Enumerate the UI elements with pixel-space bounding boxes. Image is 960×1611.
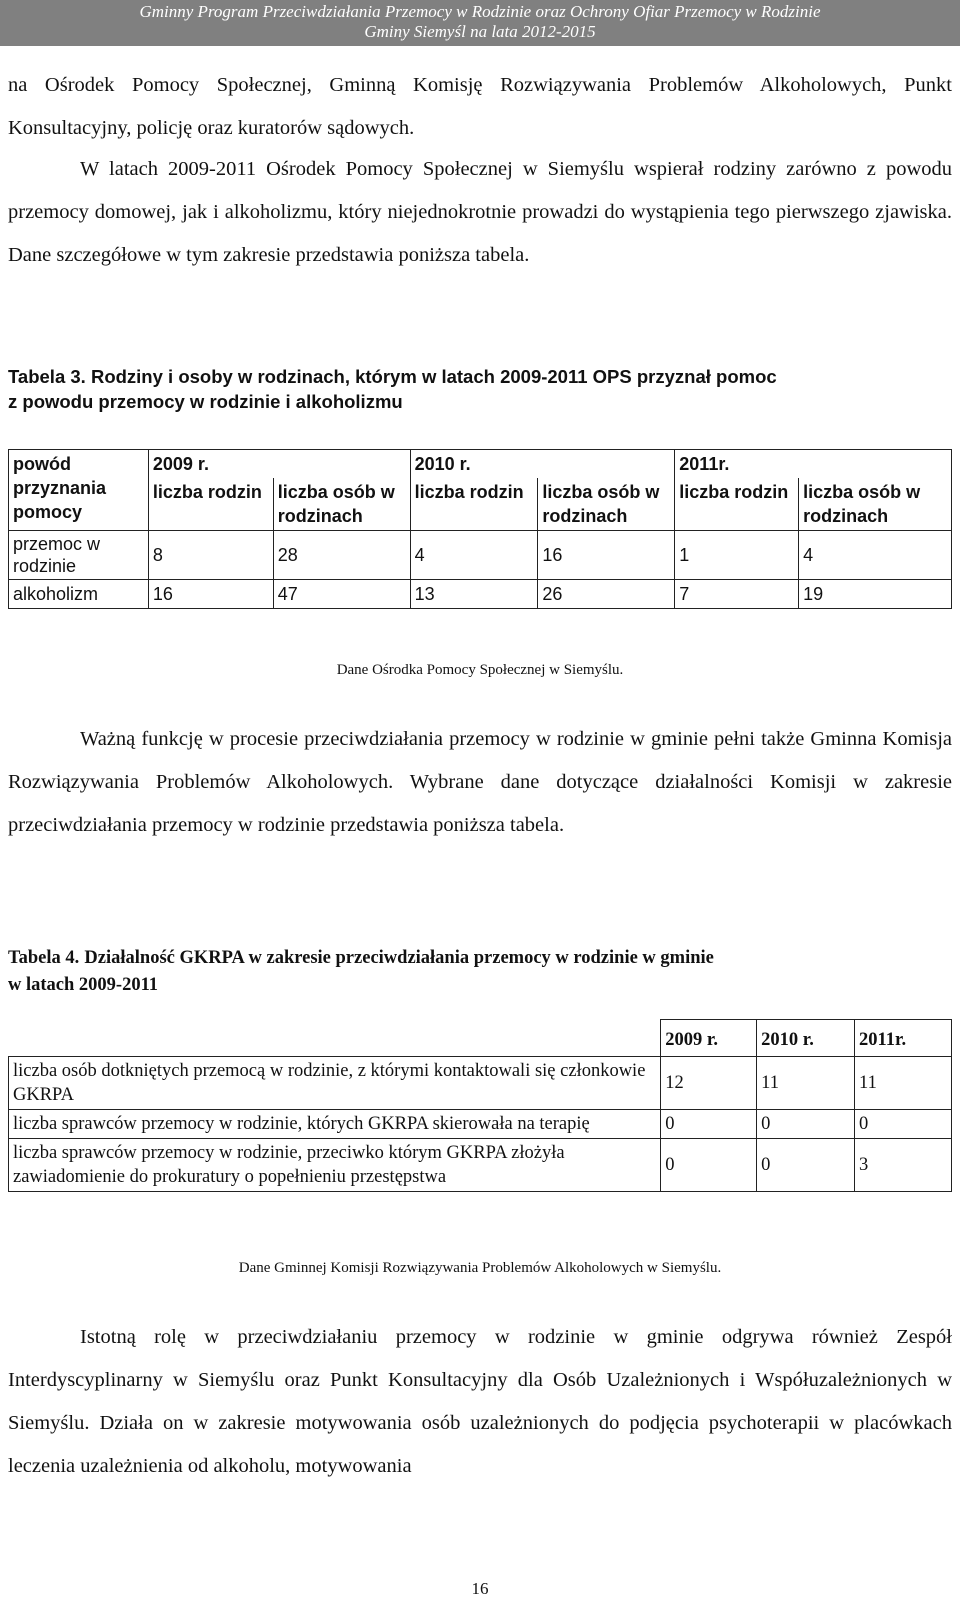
table4-row-label: liczba sprawców przemocy w rodzinie, których GKRPA skierowała na terapię	[9, 1110, 661, 1139]
table3-source: Dane Ośrodka Pomocy Społecznej w Siemyślu.	[336, 662, 624, 678]
table3-cell: 4	[410, 531, 538, 580]
table4	[8, 1019, 952, 1192]
table4-source: Dane Gminnej Komisji Rozwiązywania Problemów Alkoholowych w Siemyślu.	[238, 1260, 722, 1276]
table3-row-label: przemoc w rodzinie	[9, 531, 149, 580]
table3-sub-families: liczba rodzin	[148, 478, 273, 531]
table3-cell: 4	[799, 531, 952, 580]
table3-year-2009: 2009 r.	[148, 450, 410, 479]
table4-year-2011: 2011r.	[855, 1020, 952, 1057]
document-header	[0, 0, 960, 46]
table4-cell: 0	[757, 1139, 855, 1192]
table3-label: Tabela 3.	[8, 366, 86, 387]
table3-cell: 16	[148, 580, 273, 609]
table4-cell: 0	[757, 1110, 855, 1139]
table-row	[9, 1139, 952, 1192]
table3-cell: 47	[273, 580, 410, 609]
table-row	[9, 580, 952, 609]
table4-cell: 3	[855, 1139, 952, 1192]
table-row	[9, 1110, 952, 1139]
table3-sub-families: liczba rodzin	[675, 478, 799, 531]
table3-year-2010: 2010 r.	[410, 450, 675, 479]
table3-title-line2: z powodu przemocy w rodzinie i alkoholizmu	[8, 391, 403, 412]
table3	[8, 449, 952, 609]
header-line-1: Gminny Program Przeciwdziałania Przemocy w Rodzinie oraz Ochrony Ofiar Przemocy w Rodzinie	[139, 2, 821, 21]
table3-cell: 1	[675, 531, 799, 580]
table4-cell: 0	[855, 1110, 952, 1139]
table4-empty-corner	[9, 1020, 661, 1057]
table3-sub-persons: liczba osób w rodzinach	[273, 478, 410, 531]
table3-row-label: alkoholizm	[9, 580, 149, 609]
table4-year-2010: 2010 r.	[757, 1020, 855, 1057]
table4-cell: 12	[661, 1057, 757, 1110]
table3-caption	[8, 364, 952, 414]
table4-cell: 11	[757, 1057, 855, 1110]
page-number: 16	[471, 1579, 489, 1598]
table4-caption	[8, 944, 952, 998]
table3-year-2011: 2011r.	[675, 450, 952, 479]
table3-cell: 26	[538, 580, 675, 609]
table3-cell: 13	[410, 580, 538, 609]
table3-cell: 28	[273, 531, 410, 580]
table-row	[9, 1057, 952, 1110]
paragraph-ops-support: W latach 2009-2011 Ośrodek Pomocy Społecznej w Siemyślu wspierał rodziny zarówno z powodu przemocy domowej, jak i alkoholizmu, który niejednokrotnie prowadzi do wystąpienia tego pierwszego zjawiska. Dane szczegółowe w tym zakresie przedstawia poniższa tabela.	[8, 158, 952, 266]
table3-sub-persons: liczba osób w rodzinach	[538, 478, 675, 531]
table4-cell: 0	[661, 1139, 757, 1192]
paragraph-interdisciplinary-team: Istotną rolę w przeciwdziałaniu przemocy w rodzinie w gminie odgrywa również Zespół Interdyscyplinarny w Siemyślu oraz Punkt Konsultacyjny dla Osób Uzależnionych i Współuzależnionych w Siemyślu. Działa on w zakresie motywowania osób uzależnionych do podjęcia psychoterapii w placówkach leczenia uzależnienia od alkoholu, motywowania	[8, 1326, 952, 1477]
table3-cell: 19	[799, 580, 952, 609]
table-row	[9, 531, 952, 580]
table3-cell: 8	[148, 531, 273, 580]
table4-title-line1: Działalność GKRPA w zakresie przeciwdziałania przemocy w rodzinie w gminie	[84, 948, 714, 968]
table4-cell: 0	[661, 1110, 757, 1139]
table4-row-label: liczba sprawców przemocy w rodzinie, przeciwko którym GKRPA złożyła zawiadomienie do prokuratury o popełnieniu przestępstwa	[9, 1139, 661, 1192]
table3-title-line1: Rodziny i osoby w rodzinach, którym w latach 2009-2011 OPS przyznał pomoc	[90, 366, 777, 387]
table4-year-2009: 2009 r.	[661, 1020, 757, 1057]
table3-cell: 7	[675, 580, 799, 609]
table4-title-line2: w latach 2009-2011	[8, 975, 159, 995]
table4-cell: 11	[855, 1057, 952, 1110]
table3-cell: 16	[538, 531, 675, 580]
table3-sub-persons: liczba osób w rodzinach	[799, 478, 952, 531]
table3-head-reason: powód przyznania pomocy	[9, 450, 149, 531]
paragraph-gkrpa: Ważną funkcję w procesie przeciwdziałania przemocy w rodzinie w gminie pełni także Gminna Komisja Rozwiązywania Problemów Alkoholowych. Wybrane dane dotyczące działalności Komisji w zakresie przeciwdziałania przemocy w rodzinie przedstawia poniższa tabela.	[8, 728, 952, 836]
table4-row-label: liczba osób dotkniętych przemocą w rodzinie, z którymi kontaktowali się członkowie GKRPA	[9, 1057, 661, 1110]
header-line-2: Gminy Siemyśl na lata 2012-2015	[364, 22, 596, 41]
paragraph-continuation: na Ośrodek Pomocy Społecznej, Gminną Komisję Rozwiązywania Problemów Alkoholowych, Punkt Konsultacyjny, policję oraz kuratorów sądowych.	[8, 74, 952, 139]
table4-label: Tabela 4.	[8, 948, 80, 968]
table3-sub-families: liczba rodzin	[410, 478, 538, 531]
